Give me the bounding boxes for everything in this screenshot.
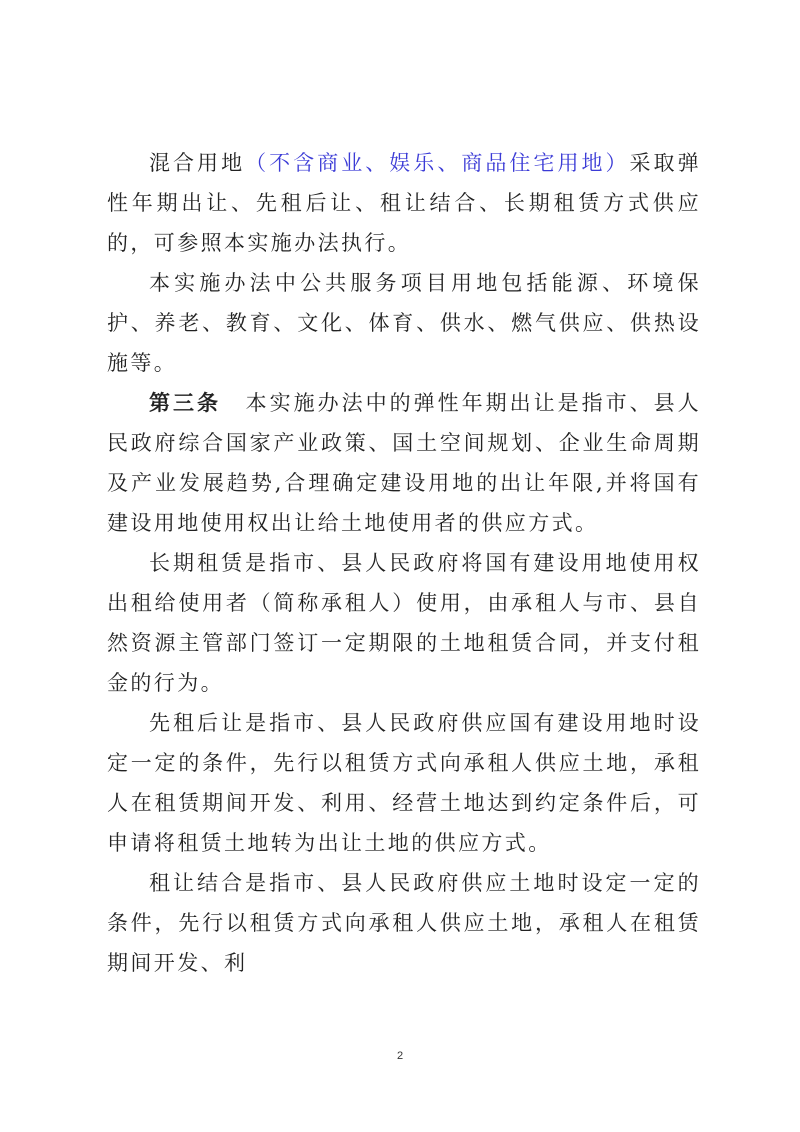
paragraph-text: 先租后让是指市、县人民政府供应国有建设用地时设定一定的条件，先行以租赁方式向承租人供应土地，承租人在租赁期间开发、利用、经营土地达到约定条件后，可申请将租赁土地转为出让土地的供应方式。 (107, 711, 701, 855)
paragraph-lease-transfer-combined (107, 863, 701, 983)
paragraph-article-3 (107, 383, 701, 543)
document-body (107, 143, 701, 983)
highlighted-text: （不含商业、娱乐、商品住宅用地） (245, 151, 630, 175)
paragraph-text: 本实施办法中的弹性年期出让是指市、县人民政府综合国家产业政策、国土空间规划、企业生命周期及产业发展趋势,合理确定建设用地的出让年限,并将国有建设用地使用权出让给土地使用者的供应方式。 (107, 391, 701, 535)
paragraph-mixed-use-land (107, 143, 701, 263)
paragraph-text: 长期租赁是指市、县人民政府将国有建设用地使用权出租给使用者（简称承租人）使用，由承租人与市、县自然资源主管部门签订一定期限的土地租赁合同，并支付租金的行为。 (107, 551, 701, 695)
paragraph-text: 混合用地 (149, 151, 246, 175)
paragraph-public-service-land (107, 263, 701, 383)
paragraph-long-term-lease (107, 543, 701, 703)
paragraph-text: 本实施办法中公共服务项目用地包括能源、环境保护、养老、教育、文化、体育、供水、燃气供应、供热设施等。 (107, 271, 701, 375)
article-heading: 第三条 (149, 391, 221, 415)
paragraph-text: 采取弹性年期出让、先租后让、租让结合、长期租赁方式供应的，可参照本实施办法执行。 (107, 151, 701, 255)
paragraph-text: 租让结合是指市、县人民政府供应土地时设定一定的条件，先行以租赁方式向承租人供应土地，承租人在租赁期间开发、利 (107, 871, 701, 975)
paragraph-lease-then-transfer (107, 703, 701, 863)
page-number: 2 (396, 1050, 404, 1062)
